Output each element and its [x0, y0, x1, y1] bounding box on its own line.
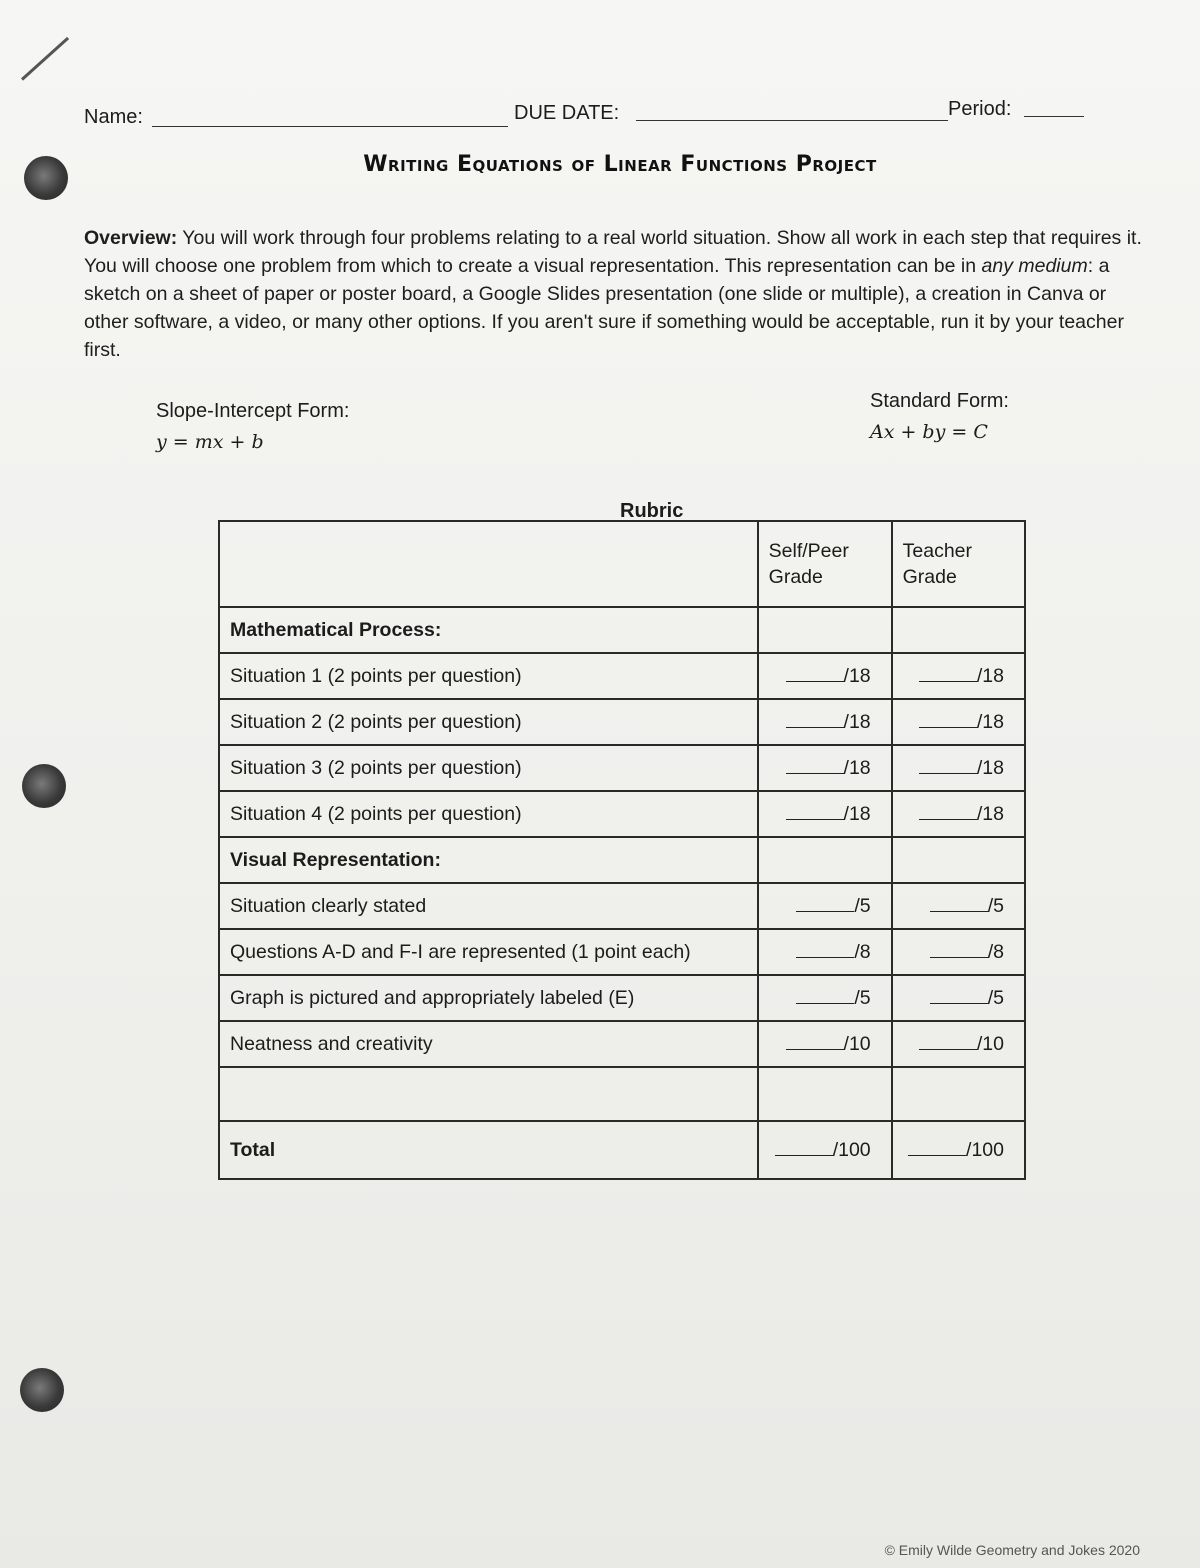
rubric-row	[219, 929, 1025, 975]
section-row-math	[219, 607, 1025, 653]
slope-intercept-label: Slope-Intercept Form:	[156, 400, 350, 422]
rubric-criterion: Neatness and creativity	[219, 1021, 758, 1067]
grade-blank[interactable]	[786, 667, 844, 682]
rubric-header-empty	[219, 521, 758, 607]
grade-blank[interactable]	[919, 759, 977, 774]
teacher-grade-cell[interactable]	[892, 699, 1025, 745]
grade-blank[interactable]	[796, 989, 854, 1004]
blank-row	[219, 1067, 1025, 1121]
max-points: /18	[976, 664, 1004, 687]
teacher-grade-cell[interactable]	[892, 653, 1025, 699]
max-points: /18	[843, 802, 871, 825]
max-points: /8	[987, 940, 1004, 963]
standard-form-equation: Ax + by = C	[870, 421, 988, 443]
max-points: /5	[987, 894, 1004, 917]
rubric-criterion: Situation 2 (2 points per question)	[219, 699, 758, 745]
max-points: /10	[843, 1032, 871, 1055]
max-points: /18	[976, 756, 1004, 779]
rubric-header-row	[219, 521, 1025, 607]
grade-blank[interactable]	[786, 759, 844, 774]
self-grade-cell[interactable]	[758, 975, 892, 1021]
name-field[interactable]	[152, 126, 508, 127]
rubric-row	[219, 883, 1025, 929]
grade-blank[interactable]	[919, 713, 977, 728]
section-row-visual	[219, 837, 1025, 883]
rubric-criterion: Graph is pictured and appropriately labeled (E)	[219, 975, 758, 1021]
rubric-title: Rubric	[620, 500, 684, 522]
section-title-math: Mathematical Process:	[219, 607, 758, 653]
rubric-criterion: Situation 4 (2 points per question)	[219, 791, 758, 837]
self-grade-cell[interactable]	[758, 1021, 892, 1067]
max-points: /10	[976, 1032, 1004, 1055]
total-row	[219, 1121, 1025, 1179]
rubric-criterion: Situation clearly stated	[219, 883, 758, 929]
grade-blank[interactable]	[908, 1141, 966, 1156]
overview-text-2: : a sketch on a sheet of paper or poster board, a Google Slides presentation (one slide or multiple), a creation in Canva or other software, a video, or many other options. If you aren't sure if something would be acceptable, run it by your teacher first.	[84, 255, 1124, 361]
rubric-row	[219, 975, 1025, 1021]
binder-hole-bottom	[20, 1368, 64, 1412]
max-points: /18	[843, 756, 871, 779]
rubric-table	[218, 520, 1026, 1180]
max-points: /5	[854, 894, 871, 917]
section-title-visual: Visual Representation:	[219, 837, 758, 883]
teacher-grade-cell[interactable]	[892, 791, 1025, 837]
grade-blank[interactable]	[775, 1141, 833, 1156]
overview-text-1: You will work through four problems relating to a real world situation. Show all work in each step that requires it. You will choose one problem from which to create a visual representation. This representation can be in	[84, 227, 1142, 277]
grade-blank[interactable]	[930, 943, 988, 958]
rubric-criterion: Situation 1 (2 points per question)	[219, 653, 758, 699]
max-points: /18	[843, 710, 871, 733]
max-points: /100	[832, 1138, 871, 1161]
grade-blank[interactable]	[930, 989, 988, 1004]
max-points: /18	[843, 664, 871, 687]
grade-blank[interactable]	[919, 805, 977, 820]
rubric-row	[219, 1021, 1025, 1067]
overview-label: Overview:	[84, 227, 178, 249]
max-points: /5	[987, 986, 1004, 1009]
teacher-grade-cell[interactable]	[892, 929, 1025, 975]
slope-intercept-block	[156, 400, 349, 453]
self-grade-cell[interactable]	[758, 745, 892, 791]
teacher-grade-cell[interactable]	[892, 975, 1025, 1021]
copyright-footer: © Emily Wilde Geometry and Jokes 2020	[884, 1542, 1140, 1558]
self-total-cell[interactable]	[758, 1121, 892, 1179]
self-grade-cell[interactable]	[758, 791, 892, 837]
max-points: /100	[966, 1138, 1004, 1161]
max-points: /18	[976, 710, 1004, 733]
grade-blank[interactable]	[919, 667, 977, 682]
max-points: /5	[854, 986, 871, 1009]
period-field[interactable]	[1024, 116, 1084, 117]
rubric-row	[219, 791, 1025, 837]
max-points: /18	[976, 802, 1004, 825]
total-label: Total	[219, 1121, 758, 1179]
standard-form-label: Standard Form:	[870, 390, 1009, 412]
teacher-grade-cell[interactable]	[892, 1021, 1025, 1067]
rubric-row	[219, 745, 1025, 791]
name-label: Name:	[84, 106, 143, 128]
self-grade-cell[interactable]	[758, 929, 892, 975]
standard-form-block	[870, 390, 1009, 443]
grade-blank[interactable]	[796, 943, 854, 958]
slope-intercept-equation: y = mx + b	[156, 431, 264, 453]
grade-blank[interactable]	[786, 1035, 844, 1050]
grade-blank[interactable]	[930, 897, 988, 912]
self-peer-grade-header: Self/Peer Grade	[758, 521, 892, 607]
grade-blank[interactable]	[919, 1035, 977, 1050]
page-title: Writing Equations of Linear Functions Project	[363, 152, 877, 177]
rubric-row	[219, 653, 1025, 699]
overview-paragraph	[84, 224, 1144, 364]
overview-emphasis: any medium	[981, 255, 1088, 277]
rubric-criterion: Situation 3 (2 points per question)	[219, 745, 758, 791]
grade-blank[interactable]	[796, 897, 854, 912]
self-grade-cell[interactable]	[758, 653, 892, 699]
grade-blank[interactable]	[786, 713, 844, 728]
header-fields	[84, 96, 1124, 132]
self-grade-cell[interactable]	[758, 883, 892, 929]
due-date-label: DUE DATE:	[514, 102, 620, 124]
teacher-grade-header: Teacher Grade	[892, 521, 1025, 607]
rubric-row	[219, 699, 1025, 745]
binder-hole-middle	[22, 764, 66, 808]
pen-mark	[21, 37, 69, 81]
teacher-total-cell[interactable]	[892, 1121, 1025, 1179]
due-date-field[interactable]	[636, 120, 948, 121]
grade-blank[interactable]	[786, 805, 844, 820]
teacher-grade-cell[interactable]	[892, 745, 1025, 791]
max-points: /8	[854, 940, 871, 963]
teacher-grade-cell[interactable]	[892, 883, 1025, 929]
period-label: Period:	[948, 98, 1012, 120]
rubric-criterion: Questions A-D and F-I are represented (1 point each)	[219, 929, 758, 975]
self-grade-cell[interactable]	[758, 699, 892, 745]
